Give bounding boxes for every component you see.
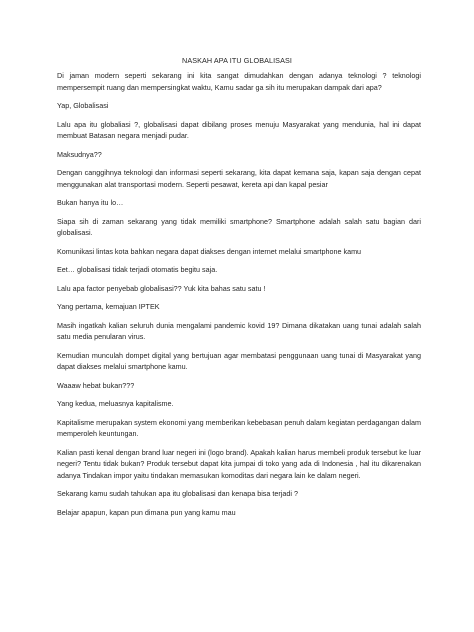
- paragraph: Di jaman modern seperti sekarang ini kita sangat dimudahkan dengan adanya teknologi ? teknologi mempersempit ruang dan mempersingkat waktu, Kamu sadar ga sih itu merupakan dampak dari apa?: [57, 71, 421, 92]
- paragraph: Lalu apa itu globaliasi ?, globalisasi dapat dibilang proses menuju Masyarakat yang mendunia, hal ini dapat membuat Batasan negara menjadi pudar.: [57, 119, 421, 140]
- paragraph: Bukan hanya itu lo…: [57, 198, 124, 207]
- document-title: NASKAH APA ITU GLOBALISASI: [182, 56, 292, 65]
- paragraph: Eet… globalisasi tidak terjadi otomatis begitu saja.: [57, 265, 218, 274]
- paragraph: Kemudian munculah dompet digital yang bertujuan agar membatasi penggunaan uang tunai di Masyarakat yang dapat diakses melalui smartphone kamu.: [57, 350, 421, 371]
- paragraph: Dengan canggihnya teknologi dan informasi seperti sekarang, kita dapat kemana saja, kapan saja dengan cepat menggunakan alat transportasi modern. Seperti pesawat, kereta api dan kapal pesiar: [57, 168, 421, 189]
- paragraph: Komunikasi lintas kota bahkan negara dapat diakses dengan internet melalui smartphone kamu: [57, 246, 362, 256]
- document-body: [57, 70, 421, 525]
- paragraph: Kalian pasti kenal dengan brand luar negeri ini (logo brand). Apakah kalian harus membeli produk tersebut ke luar negeri? Tentu tidak bukan? Produk tersebut dapat kita jumpai di toko yang ada di Indonesia , hal itu dikarenakan adanya Tindakan impor yaitu tindakan memasukan komoditas dari negara lain ke dalam negeri.: [57, 447, 421, 480]
- paragraph: Sekarang kamu sudah tahukan apa itu globalisasi dan kenapa bisa terjadi ?: [57, 489, 298, 498]
- paragraph: Siapa sih di zaman sekarang yang tidak memiliki smartphone? Smartphone adalah salah satu bagian dari globalisasi.: [57, 216, 421, 237]
- paragraph: Yang pertama, kemajuan IPTEK: [57, 302, 160, 311]
- paragraph: Yap, Globalisasi: [57, 101, 109, 110]
- paragraph: Masih ingatkah kalian seluruh dunia mengalami pandemic kovid 19? Dimana dikatakan uang tunai adalah salah satu media penularan virus.: [57, 320, 421, 341]
- paragraph: Lalu apa factor penyebab globalisasi?? Yuk kita bahas satu satu !: [57, 283, 266, 293]
- paragraph: Maksudnya??: [57, 149, 102, 159]
- paragraph: Yang kedua, meluasnya kapitalisme.: [57, 399, 174, 408]
- paragraph: Kapitalisme merupakan system ekonomi yang memberikan kebebasan penuh dalam kegiatan perdagangan dalam memperoleh keuntungan.: [57, 417, 421, 438]
- paragraph: Waaaw hebat bukan???: [57, 380, 135, 390]
- paragraph: Belajar apapun, kapan pun dimana pun yang kamu mau: [57, 507, 236, 517]
